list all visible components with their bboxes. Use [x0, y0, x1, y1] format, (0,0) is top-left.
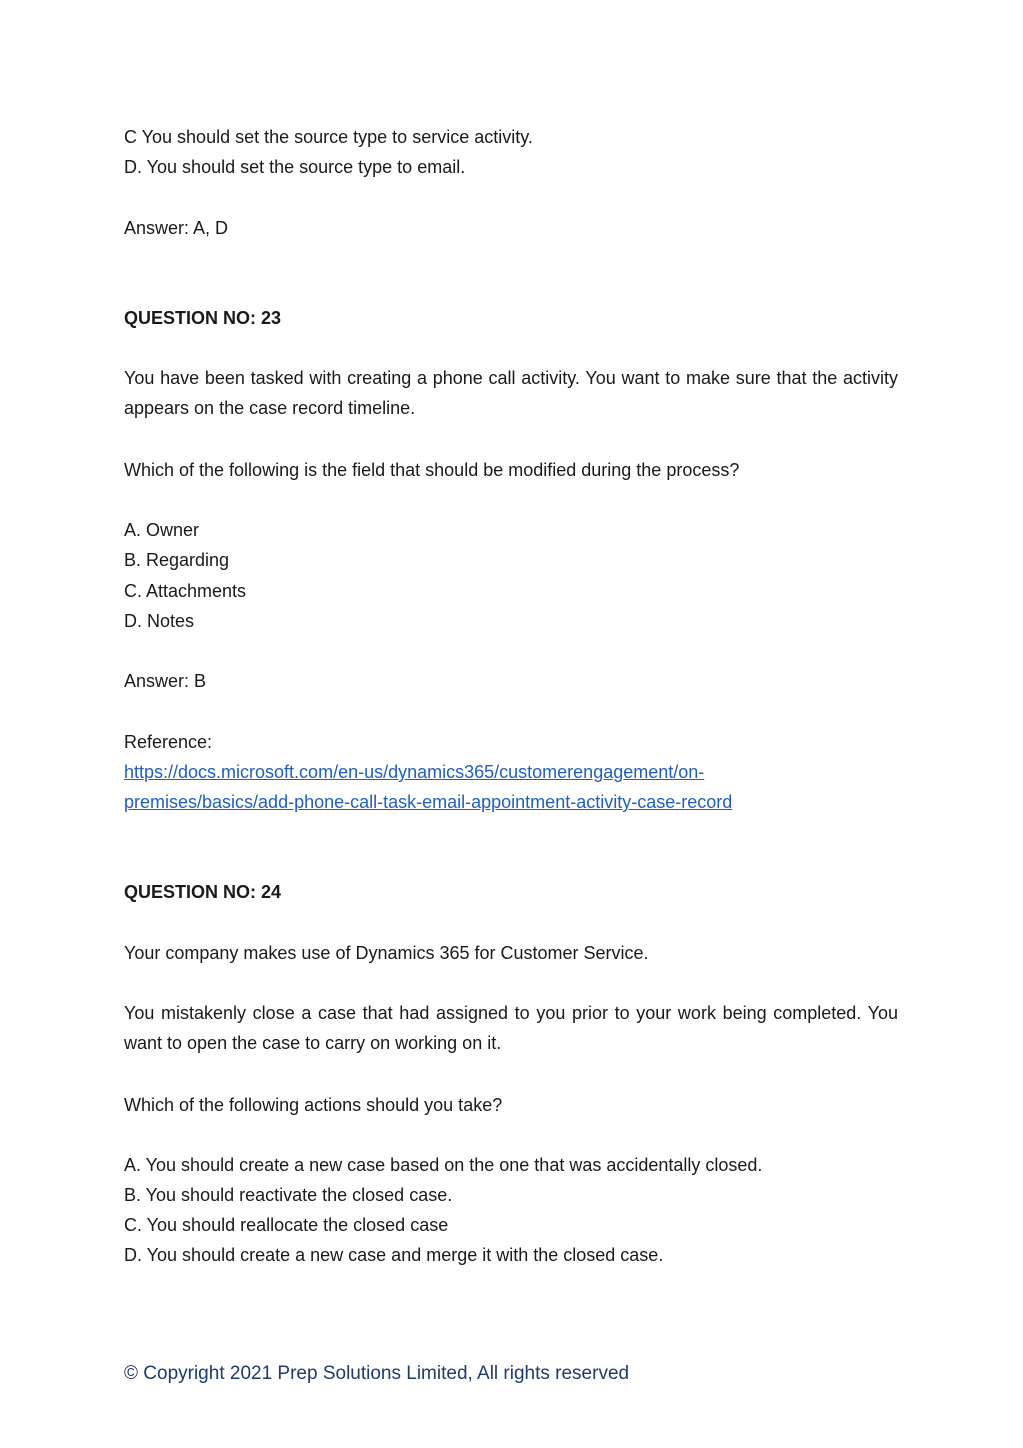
question-24-option-a: A. You should create a new case based on the one that was accidentally closed. — [124, 1155, 763, 1175]
question-23-text: You have been tasked with creating a phone call activity. You want to make sure that the activity appears on the case record timeline. — [124, 368, 898, 418]
reference-link-line-2[interactable]: premises/basics/add-phone-call-task-email-appointment-activity-case-record — [124, 792, 733, 812]
question-23-option-d: D. Notes — [124, 611, 195, 631]
prev-option-d: D. You should set the source type to email. — [124, 157, 466, 177]
question-23-option-c: C. Attachments — [124, 581, 247, 601]
question-24-option-c: C. You should reallocate the closed case — [124, 1215, 449, 1235]
question-24-intro: Your company makes use of Dynamics 365 for Customer Service. — [124, 943, 649, 963]
question-23-reference-label: Reference: — [124, 732, 213, 752]
question-24-text: You mistakenly close a case that had assigned to you prior to your work being completed. You want to open the case to carry on working on it. — [124, 1003, 898, 1053]
question-23-heading: QUESTION NO: 23 — [124, 308, 282, 328]
question-24-heading: QUESTION NO: 24 — [124, 882, 282, 902]
copyright-footer: © Copyright 2021 Prep Solutions Limited, All rights reserved — [124, 1363, 630, 1384]
question-24-option-d: D. You should create a new case and merge it with the closed case. — [124, 1245, 664, 1265]
reference-link-line-1[interactable]: https://docs.microsoft.com/en-us/dynamics365/customerengagement/on- — [124, 762, 705, 782]
prev-option-c: C You should set the source type to service activity. — [124, 127, 533, 147]
question-23-option-a: A. Owner — [124, 520, 200, 540]
question-23-answer: Answer: B — [124, 671, 207, 691]
question-23-option-b: B. Regarding — [124, 550, 230, 570]
prev-answer: Answer: A, D — [124, 218, 229, 238]
question-24-prompt: Which of the following actions should you take? — [124, 1095, 503, 1115]
question-24-option-b: B. You should reactivate the closed case. — [124, 1185, 453, 1205]
question-23-prompt: Which of the following is the field that should be modified during the process? — [124, 460, 740, 480]
